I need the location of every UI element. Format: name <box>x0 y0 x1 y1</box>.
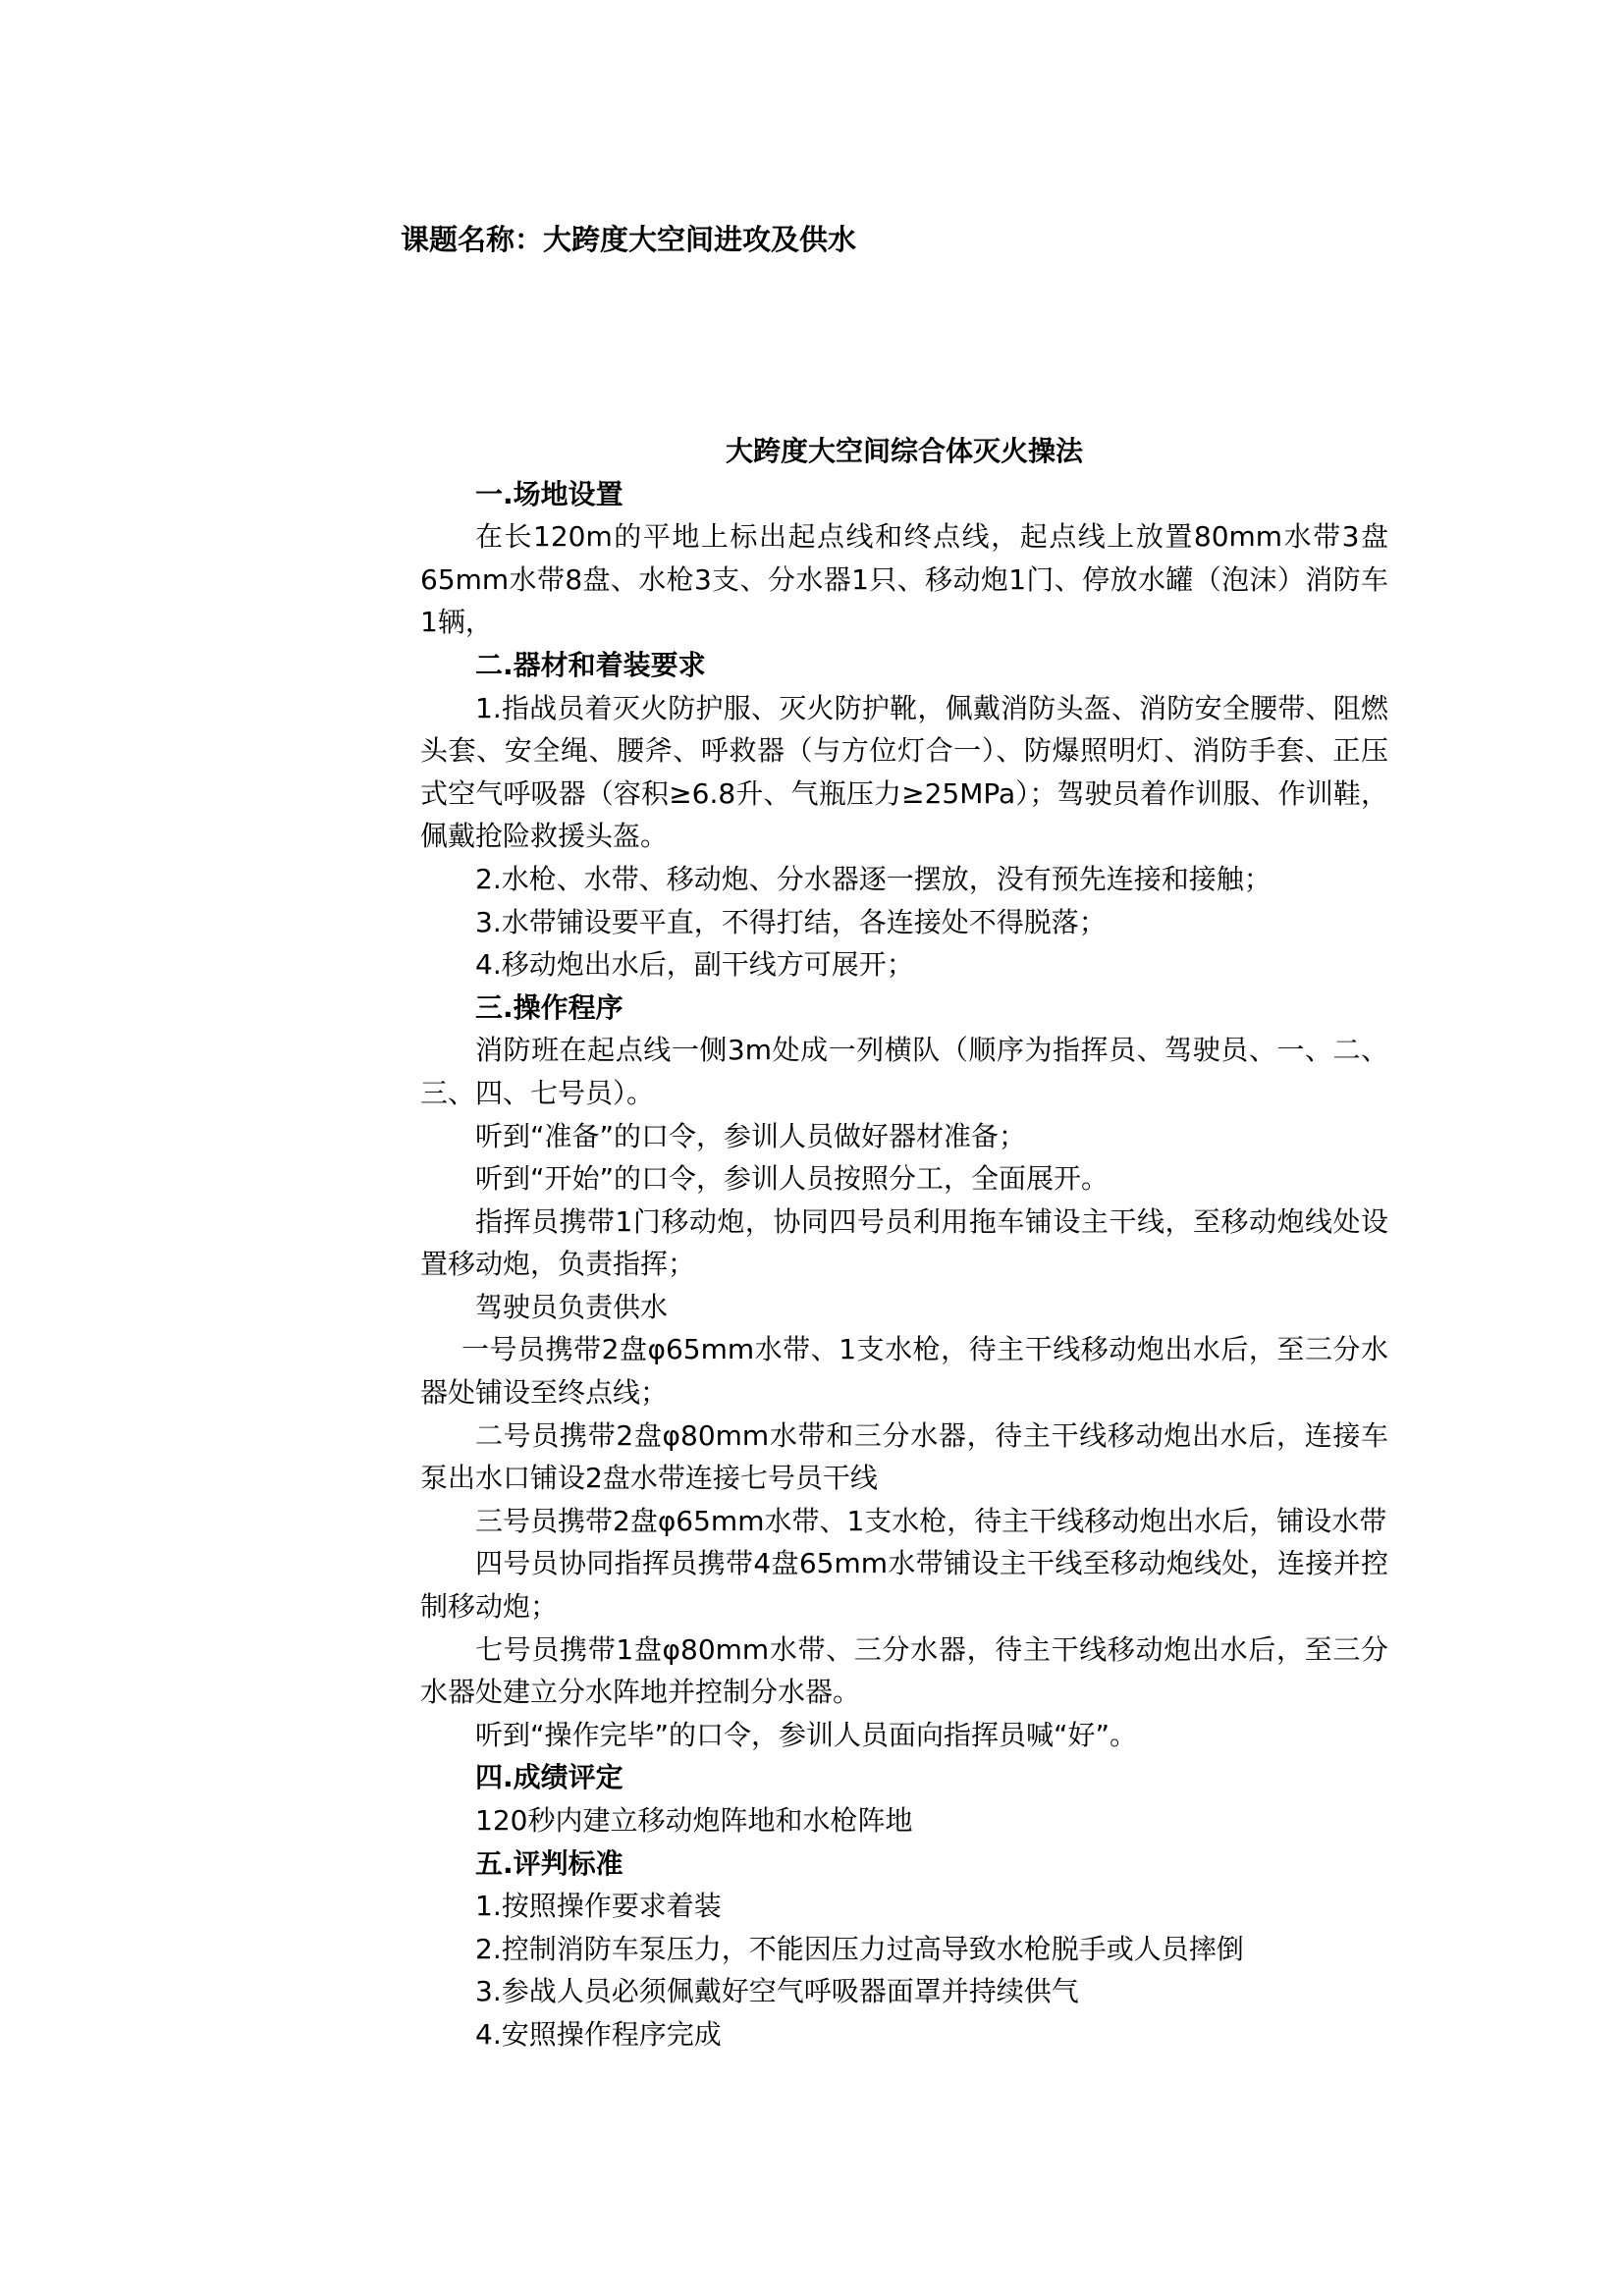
document-body <box>420 430 1388 2056</box>
course-name: 课题名称：大跨度大空间进攻及供水 <box>401 223 857 256</box>
paragraph: 3.参战人员必须佩戴好空气呼吸器面罩并持续供气 <box>475 1975 1079 2008</box>
paragraph: 120秒内建立移动炮阵地和水枪阵地 <box>475 1804 913 1837</box>
paragraph: 四号员协同指挥员携带4盘65mm水带铺设主干线至移动炮线处，连接并控制移动炮； <box>420 1547 1388 1624</box>
paragraph: 消防班在起点线一侧3m处成一列横队（顺序为指挥员、驾驶员、一、二、三、四、七号员）。 <box>420 1034 1388 1109</box>
paragraph: 在长120m的平地上标出起点线和终点线，起点线上放置80mm水带3盘65mm水带8盘、水枪3支、分水器1只、移动炮1门、停放水罐（泡沫）消防车1辆， <box>420 520 1388 639</box>
paragraph: 2.控制消防车泵压力，不能因压力过高导致水枪脱手或人员摔倒 <box>475 1932 1244 1965</box>
section-heading: 四.成绩评定 <box>475 1761 623 1794</box>
paragraph: 听到“开始”的口令，参训人员按照分工，全面展开。 <box>475 1162 1110 1196</box>
paragraph: 二号员携带2盘φ80mm水带和三分水器，待主干线移动炮出水后，连接车泵出水口铺设2盘水带连接七号员干线 <box>420 1418 1388 1495</box>
section-heading: 五.评判标准 <box>475 1846 623 1880</box>
paragraph: 听到“准备”的口令，参训人员做好器材准备； <box>475 1119 1027 1152</box>
paragraph: 4.移动炮出水后，副干线方可展开； <box>475 948 914 982</box>
paragraph: 听到“操作完毕”的口令，参训人员面向指挥员喊“好”。 <box>475 1718 1138 1751</box>
paragraph: 七号员携带1盘φ80mm水带、三分水器，待主干线移动炮出水后，至三分水器处建立分水阵地并控制分水器。 <box>420 1632 1388 1709</box>
section-heading: 二.器材和着装要求 <box>475 648 706 681</box>
paragraph: 三号员携带2盘φ65mm水带、1支水枪，待主干线移动炮出水后，铺设水带 <box>475 1504 1387 1537</box>
section-heading: 三.操作程序 <box>475 990 623 1024</box>
paragraph: 2.水枪、水带、移动炮、分水器逐一摆放，没有预先连接和接触； <box>475 862 1272 895</box>
paragraph: 驾驶员负责供水 <box>475 1290 669 1323</box>
paragraph: 一号员携带2盘φ65mm水带、1支水枪，待主干线移动炮出水后，至三分水器处铺设至终点线； <box>420 1333 1388 1410</box>
paragraph: 指挥员携带1门移动炮，协同四号员利用拖车铺设主干线，至移动炮线处设置移动炮，负责指挥； <box>420 1204 1388 1281</box>
paragraph: 4.安照操作程序完成 <box>475 2017 722 2051</box>
paragraph: 1.指战员着灭火防护服、灭火防护靴，佩戴消防头盔、消防安全腰带、阻燃头套、安全绳、腰斧、呼救器（与方位灯合一）、防爆照明灯、消防手套、正压式空气呼吸器（容积≥6.8升、气瓶压力≥25MPa）；驾驶员着作训服、作训鞋，佩戴抢险救援头盔。 <box>420 691 1388 853</box>
document-title: 大跨度大空间综合体灭火操法 <box>725 435 1083 467</box>
paragraph: 1.按照操作要求着装 <box>475 1890 722 1923</box>
section-heading: 一.场地设置 <box>475 477 623 510</box>
paragraph: 3.水带铺设要平直，不得打结，各连接处不得脱落； <box>475 905 1107 938</box>
